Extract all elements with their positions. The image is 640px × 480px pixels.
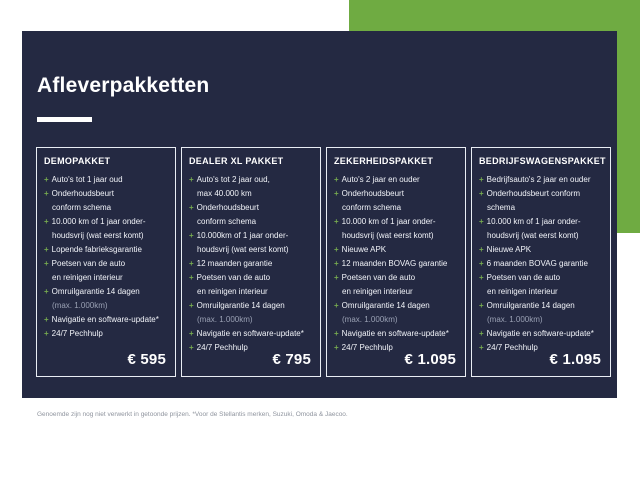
slide-panel: [22, 31, 617, 398]
feature-line: houdsvrij (wat eerst komt): [342, 231, 434, 240]
plus-icon: +: [479, 259, 484, 268]
plus-icon: +: [189, 259, 194, 268]
package-card-title: DEALER XL PAKKET: [189, 156, 284, 166]
package-card-title: BEDRIJFSWAGENSPAKKET: [479, 156, 606, 166]
feature-line: + 12 maanden BOVAG garantie: [334, 259, 448, 268]
feature-line: + 24/7 Pechhulp: [479, 343, 538, 352]
plus-icon: +: [44, 329, 49, 338]
plus-icon: +: [189, 231, 194, 240]
feature-line: en reinigen interieur: [487, 287, 558, 296]
feature-line: en reinigen interieur: [52, 273, 123, 282]
title-underline: [37, 117, 92, 122]
feature-line: + Onderhoudsbeurt: [334, 189, 404, 198]
plus-icon: +: [189, 273, 194, 282]
feature-line: + Navigatie en software-update*: [479, 329, 594, 338]
feature-line: + Auto's tot 1 jaar oud: [44, 175, 123, 184]
plus-icon: +: [334, 273, 339, 282]
feature-line: max 40.000 km: [197, 189, 252, 198]
plus-icon: +: [44, 287, 49, 296]
plus-icon: +: [44, 175, 49, 184]
feature-line: + Onderhoudsbeurt: [44, 189, 114, 198]
package-feature-list: [334, 173, 457, 355]
footnote: Genoemde zijn nog niet verwerkt in getoonde prijzen. *Voor de Stellantis merken, Suzuki, Omoda & Jaecoo.: [37, 411, 348, 418]
feature-line: + Auto's tot 2 jaar oud,: [189, 175, 270, 184]
feature-line: + Onderhoudsbeurt conform: [479, 189, 581, 198]
feature-line: + Poetsen van de auto: [334, 273, 416, 282]
feature-line: + Navigatie en software-update*: [44, 315, 159, 324]
feature-line: houdsvrij (wat eerst komt): [487, 231, 579, 240]
plus-icon: +: [479, 329, 484, 338]
plus-icon: +: [189, 343, 194, 352]
package-cards: [36, 147, 611, 377]
plus-icon: +: [189, 175, 194, 184]
package-price: € 1.095: [404, 351, 456, 368]
package-card-title: ZEKERHEIDSPAKKET: [334, 156, 434, 166]
feature-line: + Omruilgarantie 14 dagen: [479, 301, 575, 310]
feature-line: + 24/7 Pechhulp: [189, 343, 248, 352]
package-feature-list: [189, 173, 312, 355]
plus-icon: +: [334, 343, 339, 352]
plus-icon: +: [44, 259, 49, 268]
feature-line: + Navigatie en software-update*: [189, 329, 304, 338]
page-title: Afleverpakketten: [37, 74, 210, 97]
plus-icon: +: [334, 259, 339, 268]
feature-line: (max. 1.000km): [487, 315, 543, 324]
package-card: [181, 147, 321, 377]
feature-line: + 10.000km of 1 jaar onder-: [189, 231, 289, 240]
feature-line: houdsvrij (wat eerst komt): [197, 245, 289, 254]
feature-line: + Nieuwe APK: [334, 245, 387, 254]
feature-line: houdsvrij (wat eerst komt): [52, 231, 144, 240]
plus-icon: +: [479, 189, 484, 198]
package-card: [36, 147, 176, 377]
plus-icon: +: [334, 175, 339, 184]
feature-line: + Poetsen van de auto: [479, 273, 561, 282]
feature-line: + 24/7 Pechhulp: [44, 329, 103, 338]
package-feature-list: [479, 173, 602, 355]
feature-line: conform schema: [52, 203, 112, 212]
feature-line: + Omruilgarantie 14 dagen: [189, 301, 285, 310]
package-feature-list: [44, 173, 167, 341]
feature-line: + Auto's 2 jaar en ouder: [334, 175, 420, 184]
feature-line: en reinigen interieur: [342, 287, 413, 296]
feature-line: + 10.000 km of 1 jaar onder-: [44, 217, 146, 226]
feature-line: + Omruilgarantie 14 dagen: [44, 287, 140, 296]
feature-line: + Bedrijfsauto's 2 jaar en ouder: [479, 175, 591, 184]
feature-line: en reinigen interieur: [197, 287, 268, 296]
plus-icon: +: [479, 301, 484, 310]
feature-line: (max. 1.000km): [52, 301, 108, 310]
plus-icon: +: [189, 301, 194, 310]
feature-line: + 10.000 km of 1 jaar onder-: [479, 217, 581, 226]
feature-line: + Nieuwe APK: [479, 245, 532, 254]
plus-icon: +: [44, 245, 49, 254]
feature-line: + 24/7 Pechhulp: [334, 343, 393, 352]
feature-line: + 10.000 km of 1 jaar onder-: [334, 217, 436, 226]
plus-icon: +: [334, 245, 339, 254]
feature-line: conform schema: [342, 203, 402, 212]
plus-icon: +: [44, 217, 49, 226]
plus-icon: +: [479, 343, 484, 352]
feature-line: (max. 1.000km): [197, 315, 253, 324]
package-price: € 795: [272, 351, 311, 368]
feature-line: + 12 maanden garantie: [189, 259, 273, 268]
feature-line: + 6 maanden BOVAG garantie: [479, 259, 588, 268]
plus-icon: +: [334, 217, 339, 226]
package-card: [326, 147, 466, 377]
feature-line: (max. 1.000km): [342, 315, 398, 324]
plus-icon: +: [334, 329, 339, 338]
plus-icon: +: [479, 273, 484, 282]
plus-icon: +: [44, 315, 49, 324]
package-card: [471, 147, 611, 377]
feature-line: + Poetsen van de auto: [44, 259, 126, 268]
feature-line: + Omruilgarantie 14 dagen: [334, 301, 430, 310]
package-price: € 595: [127, 351, 166, 368]
plus-icon: +: [189, 329, 194, 338]
feature-line: + Lopende fabrieksgarantie: [44, 245, 142, 254]
plus-icon: +: [334, 189, 339, 198]
plus-icon: +: [334, 301, 339, 310]
plus-icon: +: [479, 245, 484, 254]
feature-line: + Onderhoudsbeurt: [189, 203, 259, 212]
package-price: € 1.095: [549, 351, 601, 368]
plus-icon: +: [479, 175, 484, 184]
plus-icon: +: [189, 203, 194, 212]
feature-line: schema: [487, 203, 516, 212]
plus-icon: +: [44, 189, 49, 198]
feature-line: + Poetsen van de auto: [189, 273, 271, 282]
feature-line: + Navigatie en software-update*: [334, 329, 449, 338]
plus-icon: +: [479, 217, 484, 226]
feature-line: conform schema: [197, 217, 257, 226]
package-card-title: DEMOPAKKET: [44, 156, 111, 166]
